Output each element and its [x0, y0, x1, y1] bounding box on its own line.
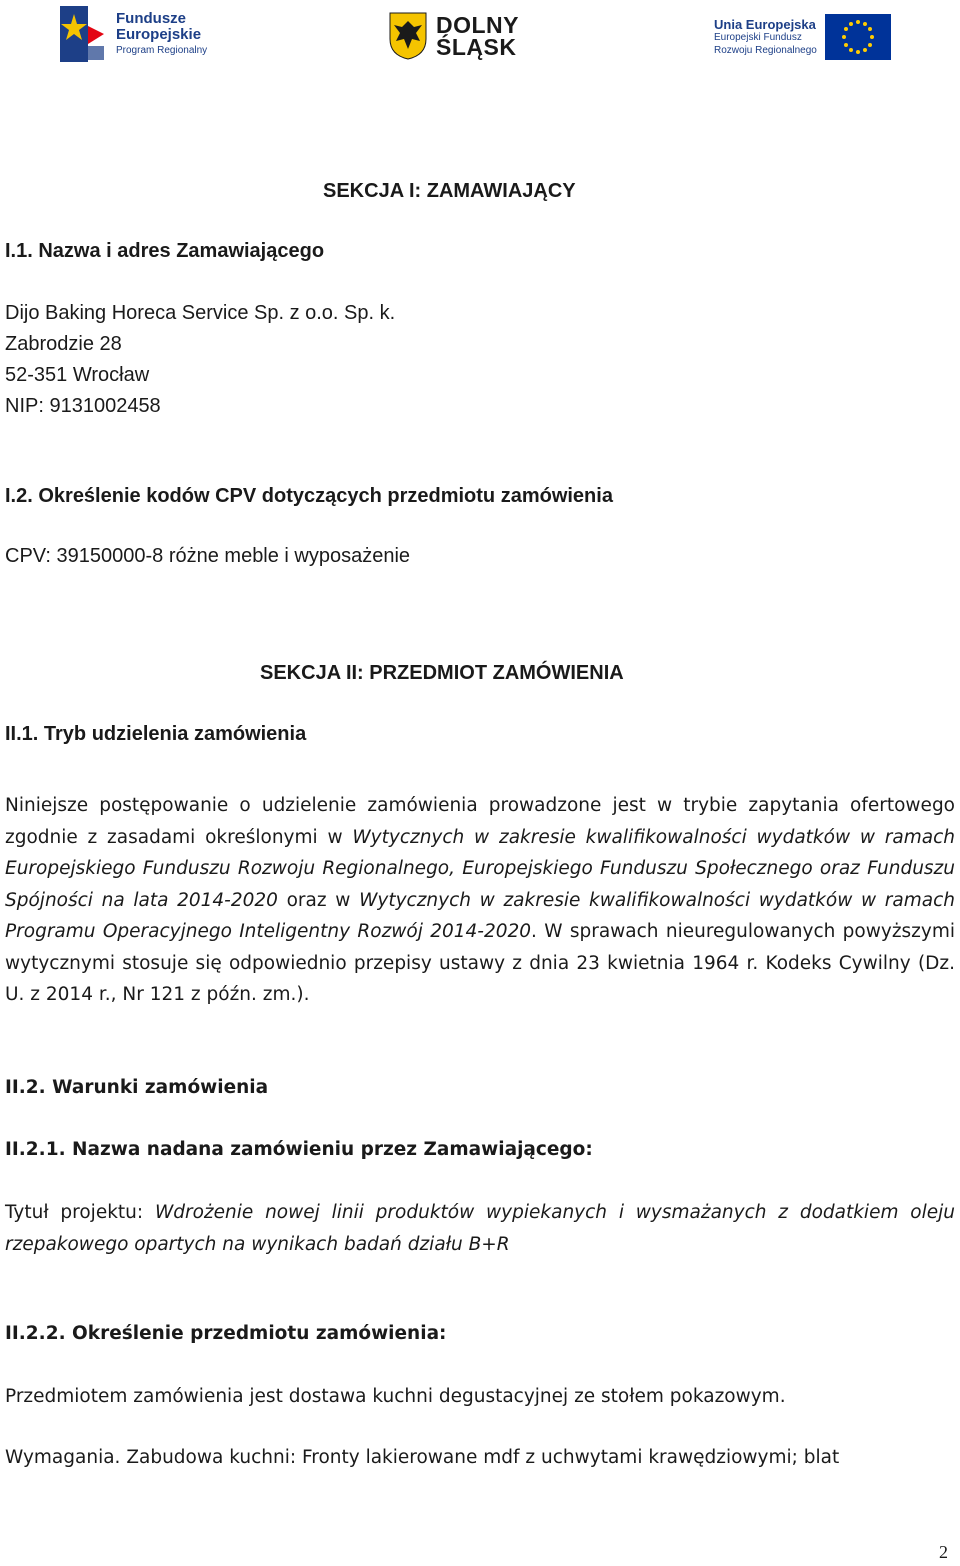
heading-1-2 [5, 485, 613, 508]
address-line-1: Dijo Baking Horeca Service Sp. z o.o. Sp. k. [5, 302, 396, 324]
address-line-2: Zabrodzie 28 [5, 333, 122, 355]
ds-line2: ŚLĄSK [436, 34, 517, 60]
section1-title: SEKCJA I: ZAMAWIAJĄCY [323, 180, 576, 202]
ue-wordmark [714, 18, 817, 57]
heading-2-2-1: II.2.1. Nazwa nadana zamówieniu przez Zamawiającego: [5, 1139, 593, 1160]
section2-title: SEKCJA II: PRZEDMIOT ZAMÓWIENIA [260, 662, 624, 684]
heading-1-1: I.1. Nazwa i adres Zamawiającego [5, 240, 325, 262]
fe-line3: Program Regionalny [116, 45, 208, 56]
ds-line1: DOLNY [436, 12, 519, 38]
heading-2-2-2: II.2.2. Określenie przedmiotu zamówienia: [5, 1323, 447, 1344]
fe-star-emblem-icon [58, 4, 110, 66]
project-title-paragraph [5, 1197, 955, 1260]
ue-line2: Europejski Fundusz [714, 31, 802, 43]
procedure-text-3: oraz w [277, 889, 360, 911]
ds-wordmark [436, 14, 519, 58]
eu-flag-icon [825, 14, 891, 60]
heading-1-2-text: I.2. Określenie kodów CPV dotyczących przedmiotu zamówienia [5, 485, 613, 507]
page-number: 2 [939, 1542, 948, 1562]
subject-text: Przedmiotem zamówienia jest dostawa kuchni degustacyjnej ze stołem pokazowym. [5, 1386, 786, 1407]
procedure-text-5: . W sprawach nieuregulowanych powyższymi wytycznymi stosuje się odpowiednio przepisy ustawy z dnia 23 kwietnia 1964 r. Kodeks Cywilny (Dz. U. z 2014 r., Nr 121 z późn. zm.). [5, 921, 955, 1005]
heading-2-1: II.1. Tryb udzielenia zamówienia [5, 723, 307, 745]
procedure-text-4: Wytycznych w zakresie kwalifikowalności wydatków w ramach Programu Operacyjnego Inteligentny Rozwój 2014-2020 [5, 889, 956, 942]
procedure-text-1: Niniejsze postępowanie o udzielenie zamówienia prowadzone jest w trybie zapytania ofertowego zgodnie z zasadami określonymi w [5, 795, 955, 848]
fe-wordmark [116, 11, 207, 59]
procedure-paragraph [5, 790, 955, 1011]
ue-line1: Unia Europejska [714, 16, 816, 32]
header-logos [0, 0, 960, 80]
project-title-value: Wdrożenie nowej linii produktów wypiekanych i wysmażanych z dodatkiem oleju rzepakowego opartych na wynikach badań działu B+R [5, 1202, 955, 1255]
address-line-3: 52-351 Wrocław [5, 364, 150, 386]
address-line-4: NIP: 9131002458 [5, 395, 161, 417]
procedure-text-2: Wytycznych w zakresie kwalifikowalności wydatków w ramach Europejskiego Funduszu Rozwoju Regionalnego, Europejskiego Funduszu Społecznego oraz Funduszu Spójności na lata 2014-2020 [5, 826, 955, 911]
cpv-code: CPV: 39150000-8 różne meble i wyposażenie [5, 545, 411, 567]
fe-line2: Europejskie [116, 26, 202, 43]
ue-line3: Rozwoju Regionalnego [714, 44, 817, 56]
dolny-slask-eagle-shield-icon [388, 11, 428, 61]
fe-line1: Fundusze [116, 10, 186, 27]
dolny-slask-logo [388, 10, 519, 62]
unia-europejska-logo [714, 12, 891, 62]
project-title-label: Tytuł projektu: [5, 1202, 155, 1223]
fundusze-europejskie-logo [58, 4, 207, 66]
requirements-text: Wymagania. Zabudowa kuchni: Fronty lakierowane mdf z uchwytami krawędziowymi; blat [5, 1447, 840, 1468]
heading-2-2: II.2. Warunki zamówienia [5, 1077, 269, 1098]
